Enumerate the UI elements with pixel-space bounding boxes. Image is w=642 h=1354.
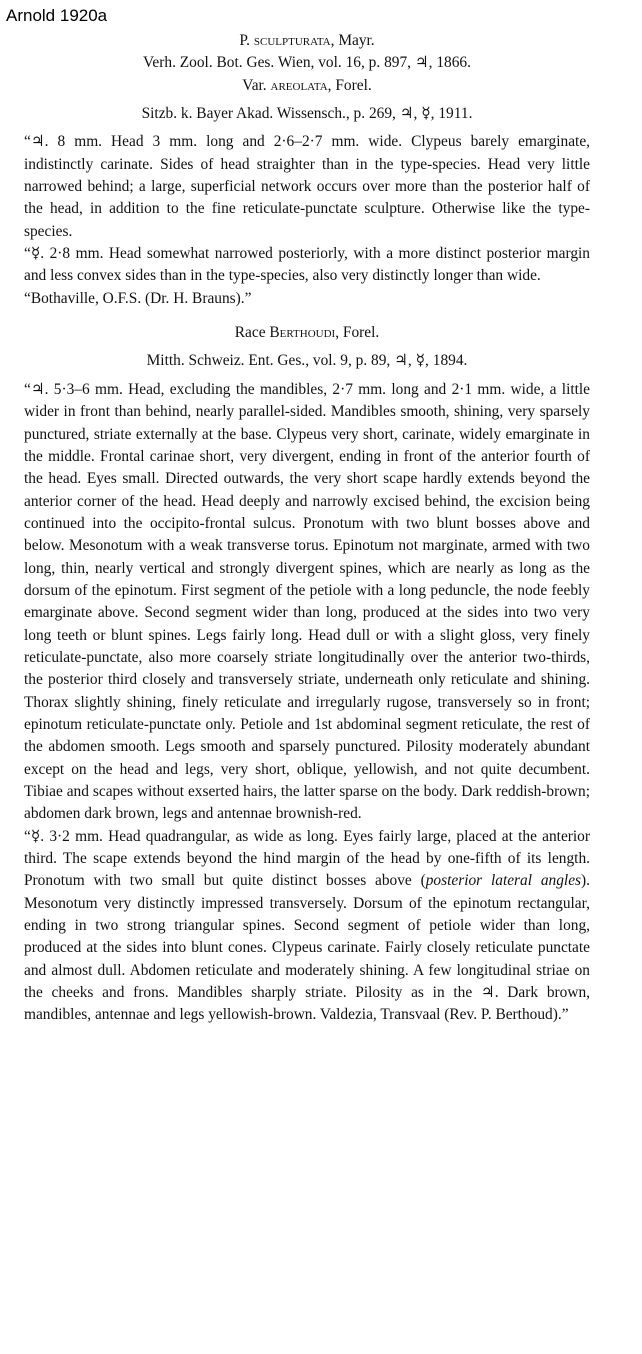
race-reference: Mitth. Schweiz. Ent. Ges., vol. 9, p. 89, ♃, ☿, 1894. [146,352,468,370]
species-heading [24,30,590,52]
variety-locality: “Bothaville, O.F.S. (Dr. H. Brauns).” [24,289,252,307]
variety-reference: Sitzb. k. Bayer Akad. Wissensch., p. 269, ♃, ☿, 1911. [141,105,473,123]
variety-heading [24,75,590,97]
species-author: , Mayr. [330,32,375,49]
variety-prefix: Var. [242,76,271,94]
worker-text-italic: posterior lateral angles [425,872,582,890]
variety-author: , Forel. [327,76,372,94]
variety-name: areolata [270,76,328,94]
variety-major-description: “♃. 8 mm. Head 3 mm. long and 2·6–2·7 mm. wide. Clypeus barely emarginate, indistinctly carinate. Sides of head straighter than in the type-species. Head very little narrowed behind; a large, superficial network occurs over more than the posterior half of the head, in addition to the fine reticulate-punctate sculpture. Otherwise like the type-species. [24,133,590,240]
race-prefix: Race [234,324,270,342]
worker-text-a: “☿. 3·2 mm. Head quadrangular, as wide as long. Eyes fairly large, placed at the anterior third. The scape extends beyond the hind margin of the head by one-fifth of its length. Pronotum with two small but quite distinct bosses above ( [24,827,590,890]
source-tag: Arnold 1920a [6,6,108,25]
race-major-description: “♃. 5·3–6 mm. Head, excluding the mandibles, 2·7 mm. long and 2·1 mm. wide, a little wider in front than behind, nearly parallel-sided. Mandibles smooth, shining, very sparsely punctured, striate externally at the base. Clypeus very short, carinate, widely emarginate in the middle. Frontal carinae short, very divergent, ending in front of the anterior fourth of the head. Eyes small. Directed outwards, the very short scape hardly extends beyond the anterior corner of the head. Head deeply and narrowly excised behind, the excision being continued into the occipito-frontal sulcus. Pronotum with two blunt bosses above and below. Mesonotum with a weak transverse torus. Epinotum not marginate, armed with two long, thin, nearly vertical and strongly divergent spines, which are nearly as long as the dorsum of the epinotum. First segment of the petiole with a long peduncle, the node feebly emarginate above. Second segment wider than long, produced at the sides into two very long teeth or blunt spines. Legs fairly long. Head dull or with a slight gloss, very finely reticulate-punctate, also more coarsely striate longitudinally over the anterior two-thirds, the posterior third closely and transversely striate, underneath only reticulate and shining. Thorax slightly shining, finely reticulate and irregularly rugose, transversely so in front; epinotum reticulate-punctate only. Petiole and 1st abdominal segment reticulate, the rest of the abdomen smooth. Legs smooth and sparsely punctured. Pilosity moderately abundant except on the head and legs, very short, oblique, yellowish, and not quite decumbent. Tibiae and scapes without exserted hairs, the latter sparse on the body. Dark reddish-brown; abdomen dark brown, legs and antennae brownish-red. [24,380,590,823]
race-worker-description [24,826,590,1027]
race-name: Berthoudi [269,324,336,342]
variety-worker-description: “☿. 2·8 mm. Head somewhat narrowed posteriorly, with a more distinct posterior margin and less convex sides than in the type-species, also very distinctly longer than wide. [24,245,590,285]
species-reference: Verh. Zool. Bot. Ges. Wien, vol. 16, p. 897, ♃, 1866. [143,54,471,72]
race-author: , Forel. [335,324,380,342]
document-page [24,30,590,1027]
worker-text-b: ). Mesonotum very distinctly impressed transversely. Dorsum of the epinotum rectangular, ending in two strong triangular spines. Second segment of petiole wider than long, produced at the sides into blunt cones. Clypeus carinate. Fairly closely reticulate punctate and almost dull. Abdomen reticulate and moderately shining. A few longitudinal striae on the cheeks and frons. Mandibles sharply striate. Pilosity as in the ♃. Dark brown, mandibles, antennae and legs yellowish-brown. Valdezia, Transvaal (Rev. P. Berthoud).” [24,872,591,1024]
species-name: P. sculpturata [239,32,331,49]
race-heading [24,322,590,344]
